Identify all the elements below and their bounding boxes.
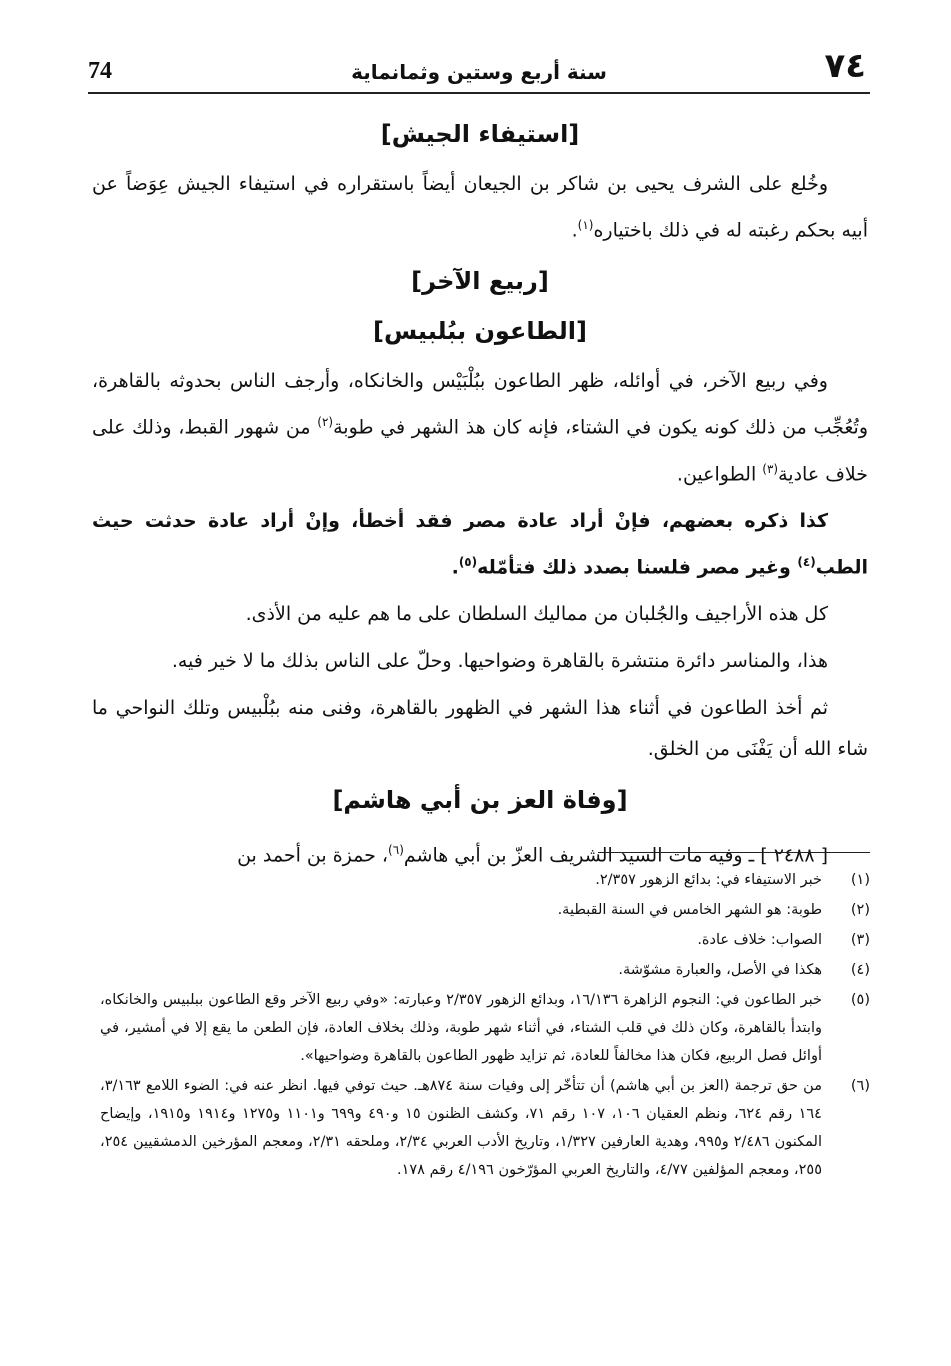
paragraph-end: . xyxy=(451,556,459,579)
section-heading-plague-bilbis: [الطاعون ببُلبيس] xyxy=(373,317,587,346)
paragraph-plague-5: ثم أخذ الطاعون في أثناء هذا الشهر في الظهور بالقاهرة، وفنى منه ببُلْبيس وتلك النواحي ما شاء الله أن يَفْنَى من الخلق. xyxy=(92,697,868,761)
running-title: سنة أربع وستين وثمانماية xyxy=(351,60,607,84)
paragraph-text: كذا ذكره بعضهم، فإنْ أراد عادة مصر فقد أخطأ، وإنْ أراد عادة حدثت حيث الطب xyxy=(92,509,868,579)
footnote-ref-4: (٤) xyxy=(797,554,816,569)
page-number-arabic: ٧٤ xyxy=(824,46,866,86)
section-heading-death-al-izz: [وفاة العز بن أبي هاشم] xyxy=(332,786,628,815)
footnote-number: (٤) xyxy=(850,962,870,978)
footnote-5 xyxy=(100,986,870,1070)
footnote-ref-2: (٢) xyxy=(317,415,334,430)
footnote-text: طوبة: هو الشهر الخامس في السنة القبطية. xyxy=(557,902,822,918)
footnote-4 xyxy=(100,956,870,984)
footnote-2 xyxy=(100,896,870,924)
footnote-6 xyxy=(100,1072,870,1184)
footnote-number: (١) xyxy=(850,872,870,888)
paragraph-text: من شهور القبط، وذلك على خلاف عادية xyxy=(92,416,868,485)
paragraph-plague-2 xyxy=(92,501,868,588)
paragraph-text: ، حمزة بن أحمد بن xyxy=(237,844,389,867)
footnote-number: (٣) xyxy=(850,932,870,948)
footnote-text: من حق ترجمة (العز بن أبي هاشم) أن تتأخّر إلى وفيات سنة ٨٧٤هـ. حيث توفي فيها. انظر عنه في: الضوء اللامع ٣/١٦٣، ١٦٤ رقم ٦٢٤، ونظم العقيان ١٠٦، ١٠٧ رقم ٧١، وكشف الظنون ١٥ و٤٩٠ و٦٩٩ و١١٠١ و١٢٧٥ و١٩١٤ و١٩١٥، وإيضاح المكنون ٢/٤٨٦ و٩٩٥، وهدية العارفين ١/٣٢٧، وتاريخ الأدب العربي ٢/٣٤، وملحقه ٢/٣١، ومعجم المؤرخين الدمشقيين ٢٥٤، ٢٥٥، ومعجم المؤلفين ٤/٧٧، والتاريخ العربي المؤرّخون ٤/١٩٦ رقم ١٧٨. xyxy=(100,1078,822,1178)
paragraph-army-accounting xyxy=(92,164,868,251)
footnote-3 xyxy=(100,926,870,954)
page-number-latin: 74 xyxy=(88,58,112,84)
footnote-ref-1: (١) xyxy=(577,218,594,232)
paragraph-text: وخُلع على الشرف يحيى بن شاكر بن الجيعان أيضاً باستقراره في استيفاء الجيش عِوَضاً عن أبيه بحكم رغبته له في ذلك باختياره xyxy=(92,173,868,242)
footnote-text: خبر الطاعون في: النجوم الزاهرة ١٦/١٣٦، وبدائع الزهور ٢/٣٥٧ وعبارته: «وفي ربيع الآخر وقع الطاعون ببلبيس والخانكاه، وابتدأ بالقاهرة، وكان ذلك في قلب الشتاء، في أثناء شهر طوبة، وذلك بخلاف العادة، فإن الطعن ما يقع إلا في أمشير، في أوائل فصل الربيع، فكان هذا مخالفاً للعادة، ثم تزايد ظهور الطاعون بالقاهرة وضواحيها». xyxy=(100,992,822,1064)
section-heading-rabi-al-akhir: [ربيع الآخر] xyxy=(411,267,549,296)
main-text xyxy=(92,104,868,883)
footnote-text: الصواب: خلاف عادة. xyxy=(697,932,822,948)
footnote-ref-3: (٣) xyxy=(762,461,779,476)
footnote-1 xyxy=(100,866,870,894)
paragraph-plague-3: كل هذه الأراجيف والجُلبان من مماليك السلطان على ما هم عليه من الأذى. xyxy=(245,603,828,626)
paragraph-text: وغير مصر فلسنا بصدد ذلك فتأمّله xyxy=(477,556,798,579)
footnotes xyxy=(100,866,870,1186)
page-header xyxy=(88,40,870,94)
paragraph-end: . xyxy=(571,219,578,242)
footnote-text: خبر الاستيفاء في: بدائع الزهور ٢/٣٥٧. xyxy=(595,872,822,888)
section-heading-army-accounting: [استيفاء الجيش] xyxy=(380,120,580,148)
paragraph-text: الطواعين. xyxy=(676,462,763,485)
footnote-number: (٢) xyxy=(850,902,870,918)
paragraph-plague-1 xyxy=(92,361,868,495)
paragraph-plague-4: هذا، والمناسر دائرة منتشرة بالقاهرة وضواحيها. وحلّ على الناس بذلك ما لا خير فيه. xyxy=(171,650,828,673)
paragraph-text: [ ٢٤٨٨ ] ـ وفيه مات السيد الشريف العزّ بن أبي هاشم xyxy=(403,844,828,867)
footnote-text: هكذا في الأصل، والعبارة مشوّشة. xyxy=(618,962,822,978)
footnote-ref-6: (٦) xyxy=(388,843,404,858)
paragraph-text: وفي ربيع الآخر، في أوائله، ظهر الطاعون ببُلْبَيْس والخانكاه، وأرجف الناس بحدوثه بالقاهرة، وتُعُجِّب من ذلك كونه يكون في الشتاء، فإنه كان هذ الشهر في طوبة xyxy=(92,370,868,439)
footnote-number: (٥) xyxy=(850,992,870,1008)
footnote-ref-5: (٥) xyxy=(458,554,478,569)
footnote-divider xyxy=(598,852,870,853)
footnote-number: (٦) xyxy=(850,1078,870,1094)
